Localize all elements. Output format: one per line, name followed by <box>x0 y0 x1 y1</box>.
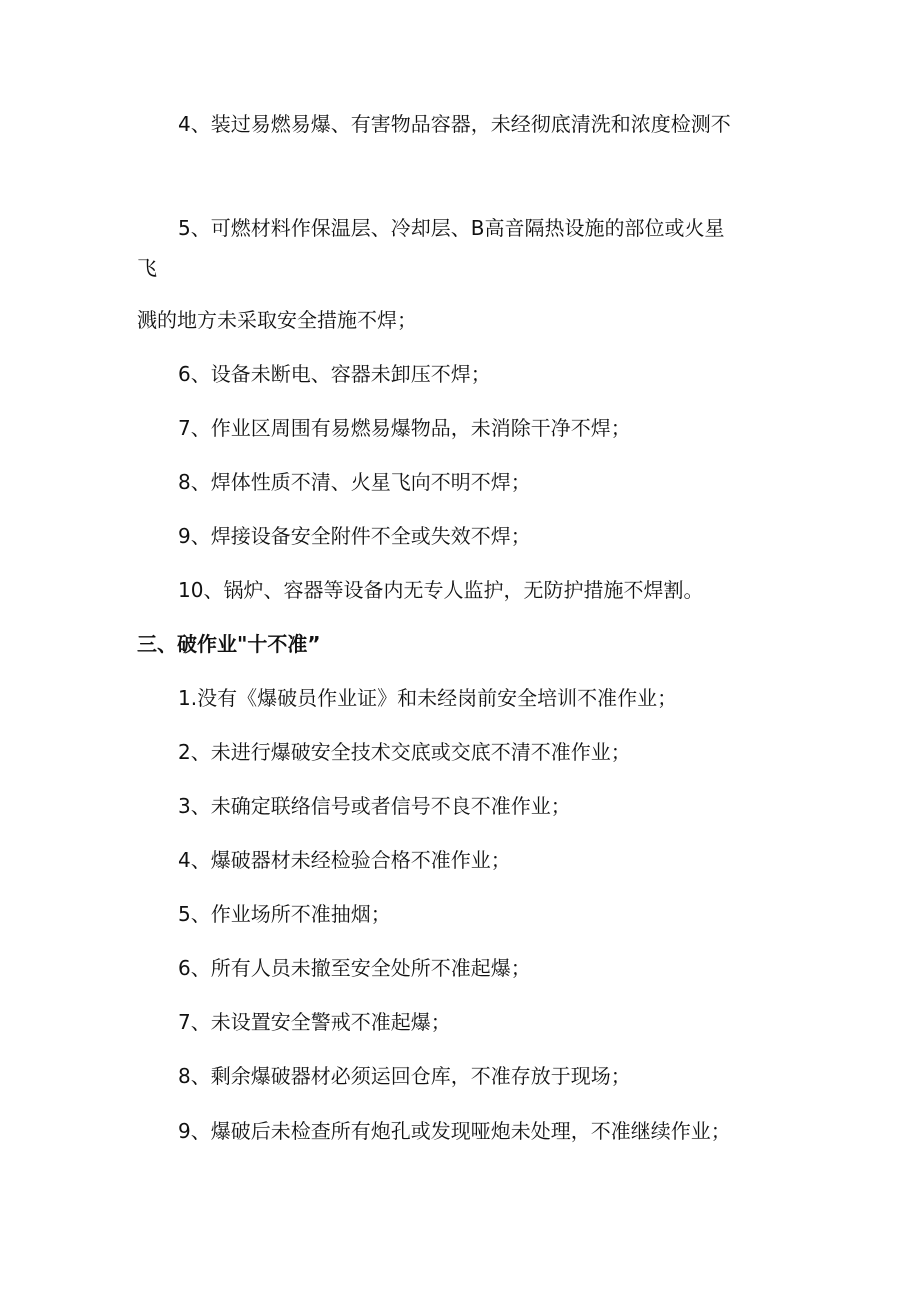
paragraph-item-10: 10、锅炉、容器等设备内无专人监护，无防护措施不焊割。 <box>178 578 704 602</box>
paragraph-item-5-wrap-2: 溅的地方未采取安全措施不焊； <box>137 308 417 332</box>
rule-item-8: 8、剩余爆破器材必须运回仓库，不准存放于现场； <box>178 1064 631 1088</box>
rule-item-5: 5、作业场所不准抽烟； <box>178 902 391 926</box>
section-heading: 三、破作业"十不准” <box>137 632 321 656</box>
paragraph-item-5-wrap-1: 飞 <box>137 256 157 280</box>
rule-item-7: 7、未设置安全警戒不准起爆； <box>178 1010 451 1034</box>
paragraph-item-6: 6、设备未断电、容器未卸压不焊； <box>178 362 491 386</box>
rule-item-2: 2、未进行爆破安全技术交底或交底不清不准作业； <box>178 740 631 764</box>
paragraph-item-4: 4、装过易燃易爆、有害物品容器，未经彻底清洗和浓度检测不 <box>178 112 731 136</box>
rule-item-3: 3、未确定联络信号或者信号不良不准作业； <box>178 794 571 818</box>
paragraph-item-8: 8、焊体性质不清、火星飞向不明不焊； <box>178 470 531 494</box>
rule-item-9: 9、爆破后未检查所有炮孔或发现哑炮未处理，不准继续作业； <box>178 1119 731 1143</box>
rule-item-1: 1.没有《爆破员作业证》和未经岗前安全培训不准作业； <box>178 686 678 710</box>
paragraph-item-9: 9、焊接设备安全附件不全或失效不焊； <box>178 524 531 548</box>
paragraph-item-7: 7、作业区周围有易燃易爆物品，未消除干净不焊； <box>178 416 631 440</box>
paragraph-item-5: 5、可燃材料作保温层、冷却层、B高音隔热设施的部位或火星 <box>178 216 725 240</box>
rule-item-6: 6、所有人员未撤至安全处所不准起爆； <box>178 956 531 980</box>
rule-item-4: 4、爆破器材未经检验合格不准作业； <box>178 848 511 872</box>
